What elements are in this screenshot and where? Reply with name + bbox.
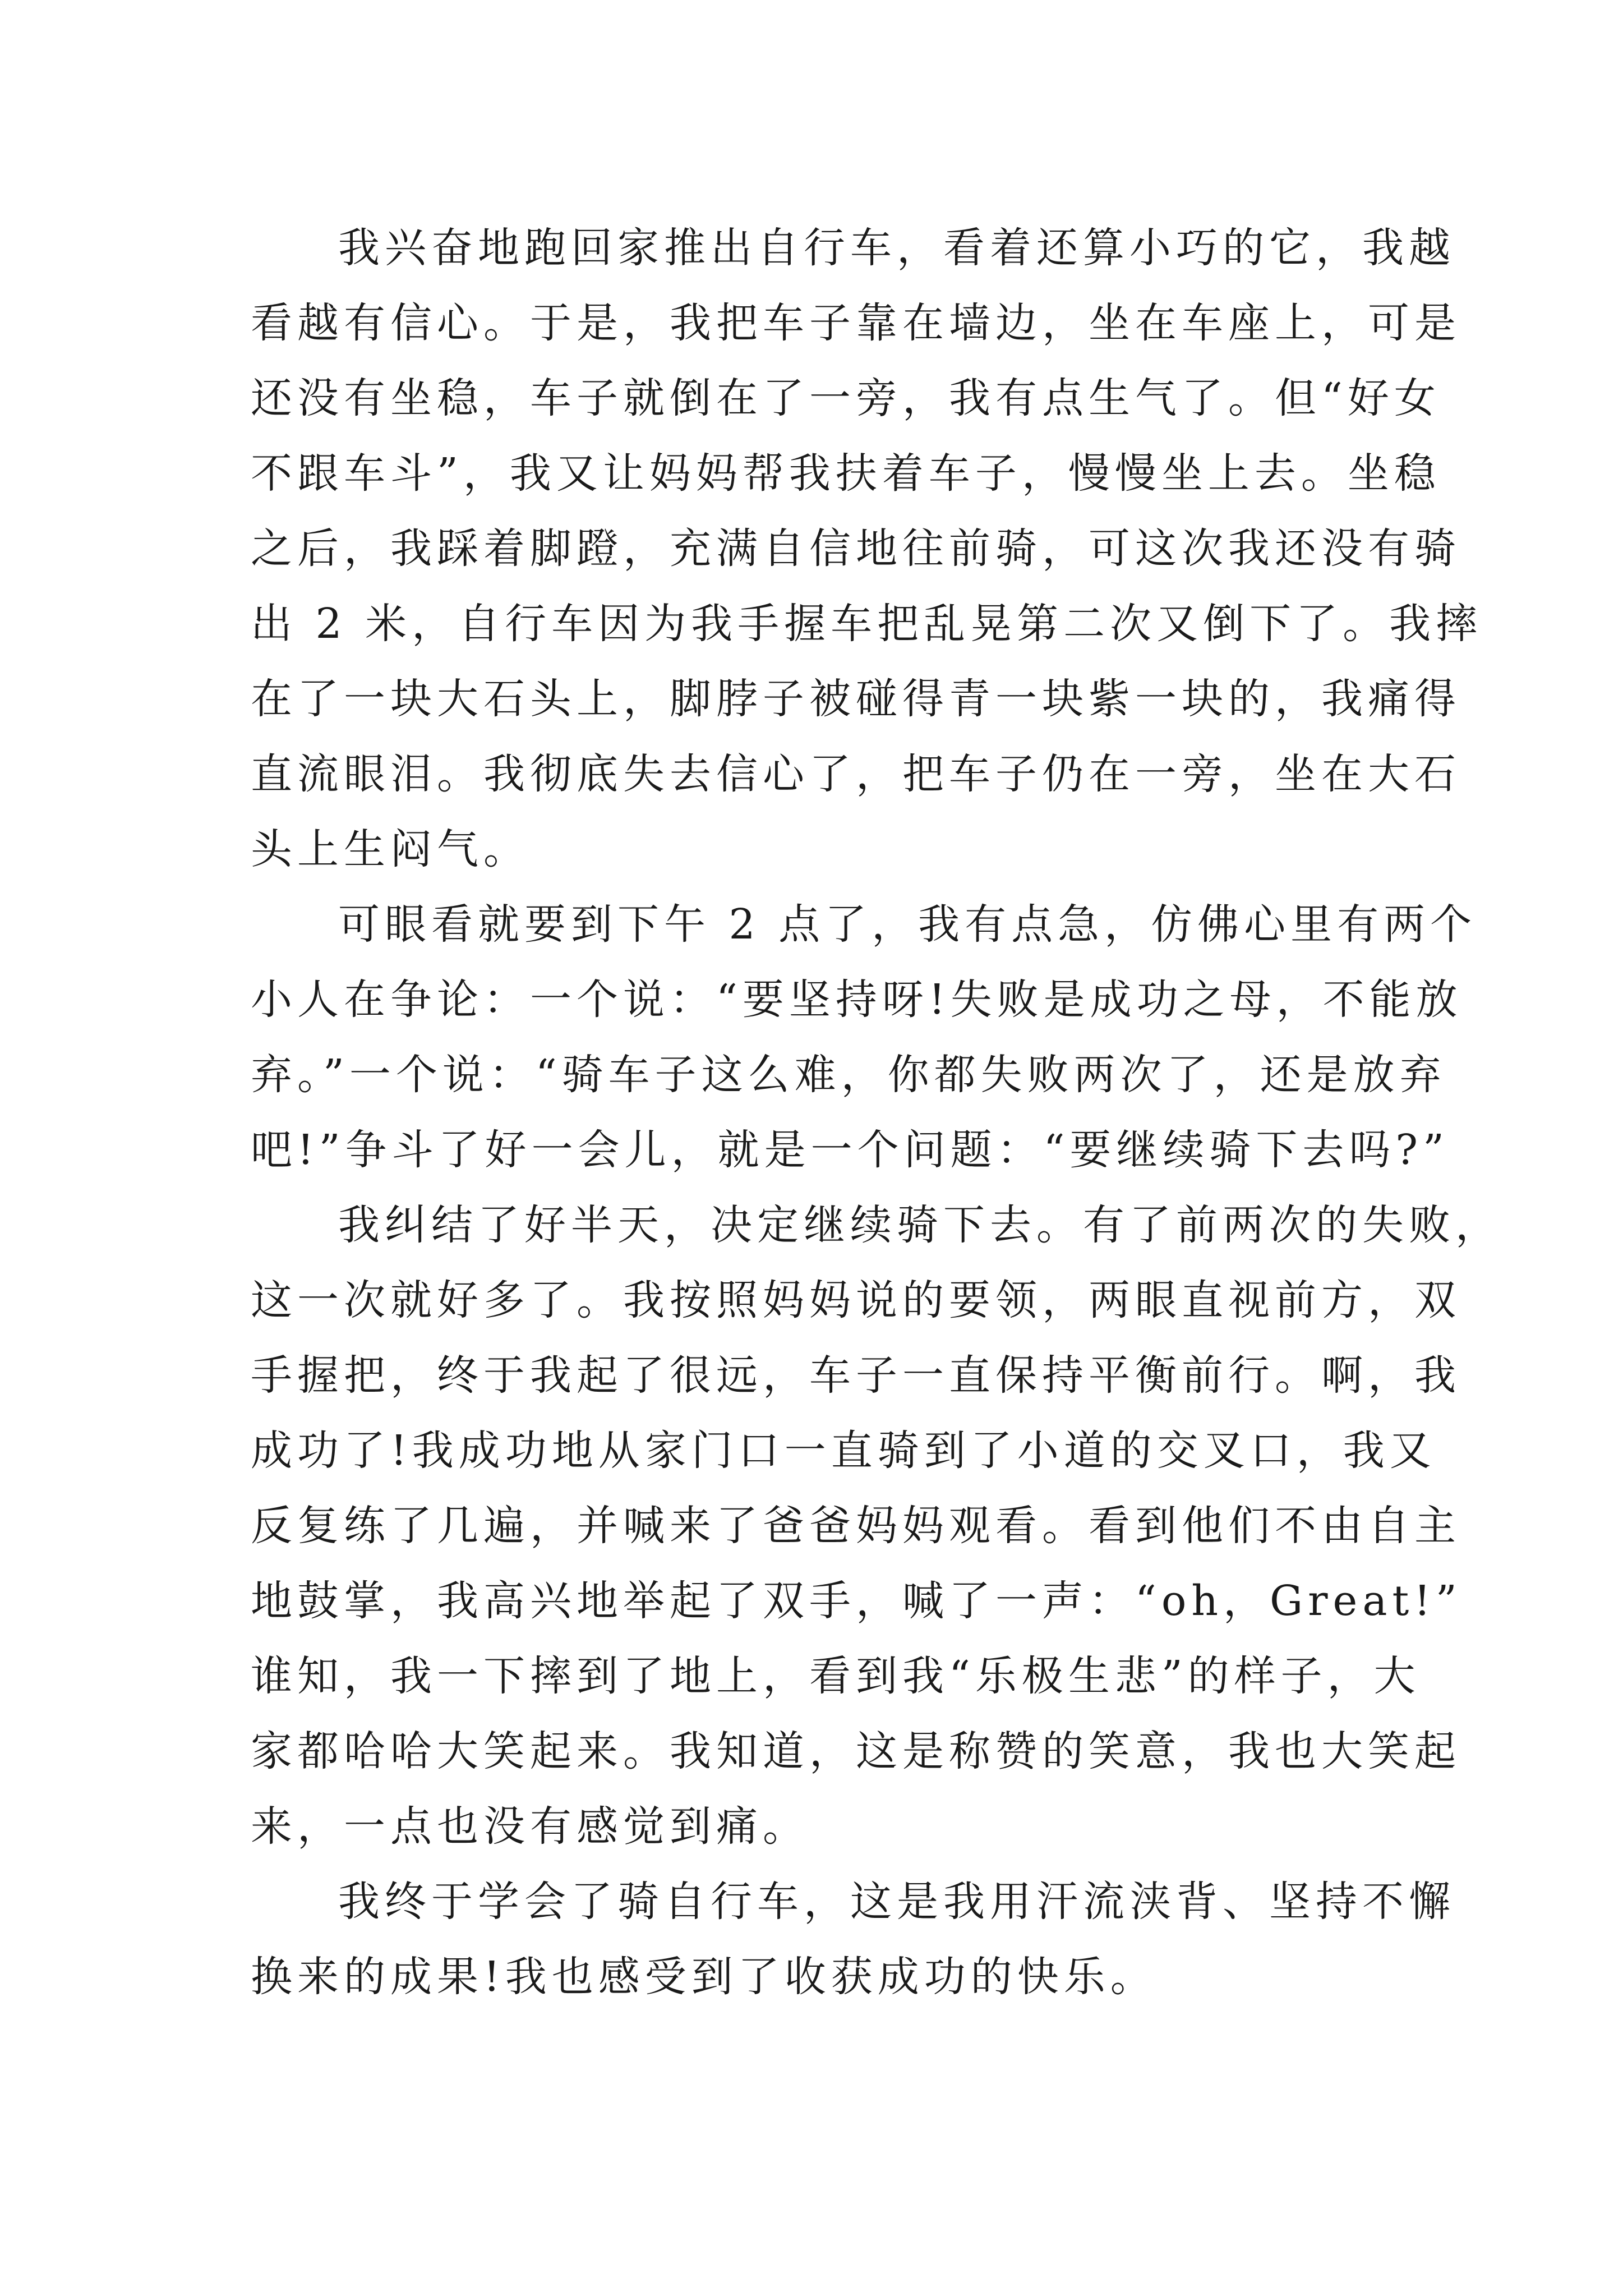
text-line: 地鼓掌，我高兴地举起了双手，喊了一声：“oh，Great!”: [251, 1577, 1462, 1625]
paragraph-2: [251, 887, 1477, 1188]
text-line: 之后，我踩着脚蹬，充满自信地往前骑，可这次我还没有骑: [251, 524, 1461, 573]
text-line: 弃。”一个说：“骑车子这么难，你都失败两次了，还是放弃: [251, 1051, 1446, 1099]
text-line: 头上生闷气。: [251, 825, 530, 873]
text-line: 换来的成果!我也感受到了收获成功的快乐。: [251, 1953, 1157, 2001]
text-line: 我终于学会了骑自行车，这是我用汗流浃背、坚持不懈: [338, 1878, 1455, 1926]
text-line: 这一次就好多了。我按照妈妈说的要领，两眼直视前方，双: [251, 1276, 1461, 1324]
text-line: 看越有信心。于是，我把车子靠在墙边，坐在车座上，可是: [251, 299, 1461, 347]
text-line: 来，一点也没有感觉到痛。: [251, 1802, 809, 1851]
paragraph-4: [251, 1864, 1455, 2014]
text-line: 出 2 米，自行车因为我手握车把乱晃第二次又倒下了。我摔: [251, 600, 1483, 648]
text-line: 在了一块大石头上，脚脖子被碰得青一块紫一块的，我痛得: [251, 675, 1461, 723]
text-line: 小人在争论：一个说：“要坚持呀!失败是成功之母，不能放: [251, 976, 1463, 1024]
text-line: 谁知，我一下摔到了地上，看到我“乐极生悲”的样子，大: [251, 1652, 1421, 1700]
paragraph-1: [251, 210, 1483, 887]
document-body: [251, 210, 1502, 2014]
text-line: 成功了!我成功地从家门口一直骑到了小道的交叉口，我又: [251, 1427, 1436, 1475]
text-line: 手握把，终于我起了很远，车子一直保持平衡前行。啊，我: [251, 1351, 1461, 1400]
paragraph-3: [251, 1188, 1502, 1864]
text-line: 吧!”争斗了好一会儿，就是一个问题：“要继续骑下去吗?”: [251, 1126, 1449, 1174]
text-line: 还没有坐稳，车子就倒在了一旁，我有点生气了。但“好女: [251, 374, 1441, 422]
text-line: 家都哈哈大笑起来。我知道，这是称赞的笑意，我也大笑起: [251, 1727, 1461, 1775]
text-line: 我兴奋地跑回家推出自行车，看着还算小巧的它，我越: [338, 224, 1455, 272]
text-line: 可眼看就要到下午 2 点了，我有点急，仿佛心里有两个: [338, 900, 1477, 949]
text-line: 我纠结了好半天，决定继续骑下去。有了前两次的失败，: [338, 1201, 1502, 1249]
text-line: 反复练了几遍，并喊来了爸爸妈妈观看。看到他们不由自主: [251, 1502, 1461, 1550]
text-line: 不跟车斗”，我又让妈妈帮我扶着车子，慢慢坐上去。坐稳: [251, 449, 1441, 498]
text-line: 直流眼泪。我彻底失去信心了，把车子仍在一旁，坐在大石: [251, 750, 1461, 798]
